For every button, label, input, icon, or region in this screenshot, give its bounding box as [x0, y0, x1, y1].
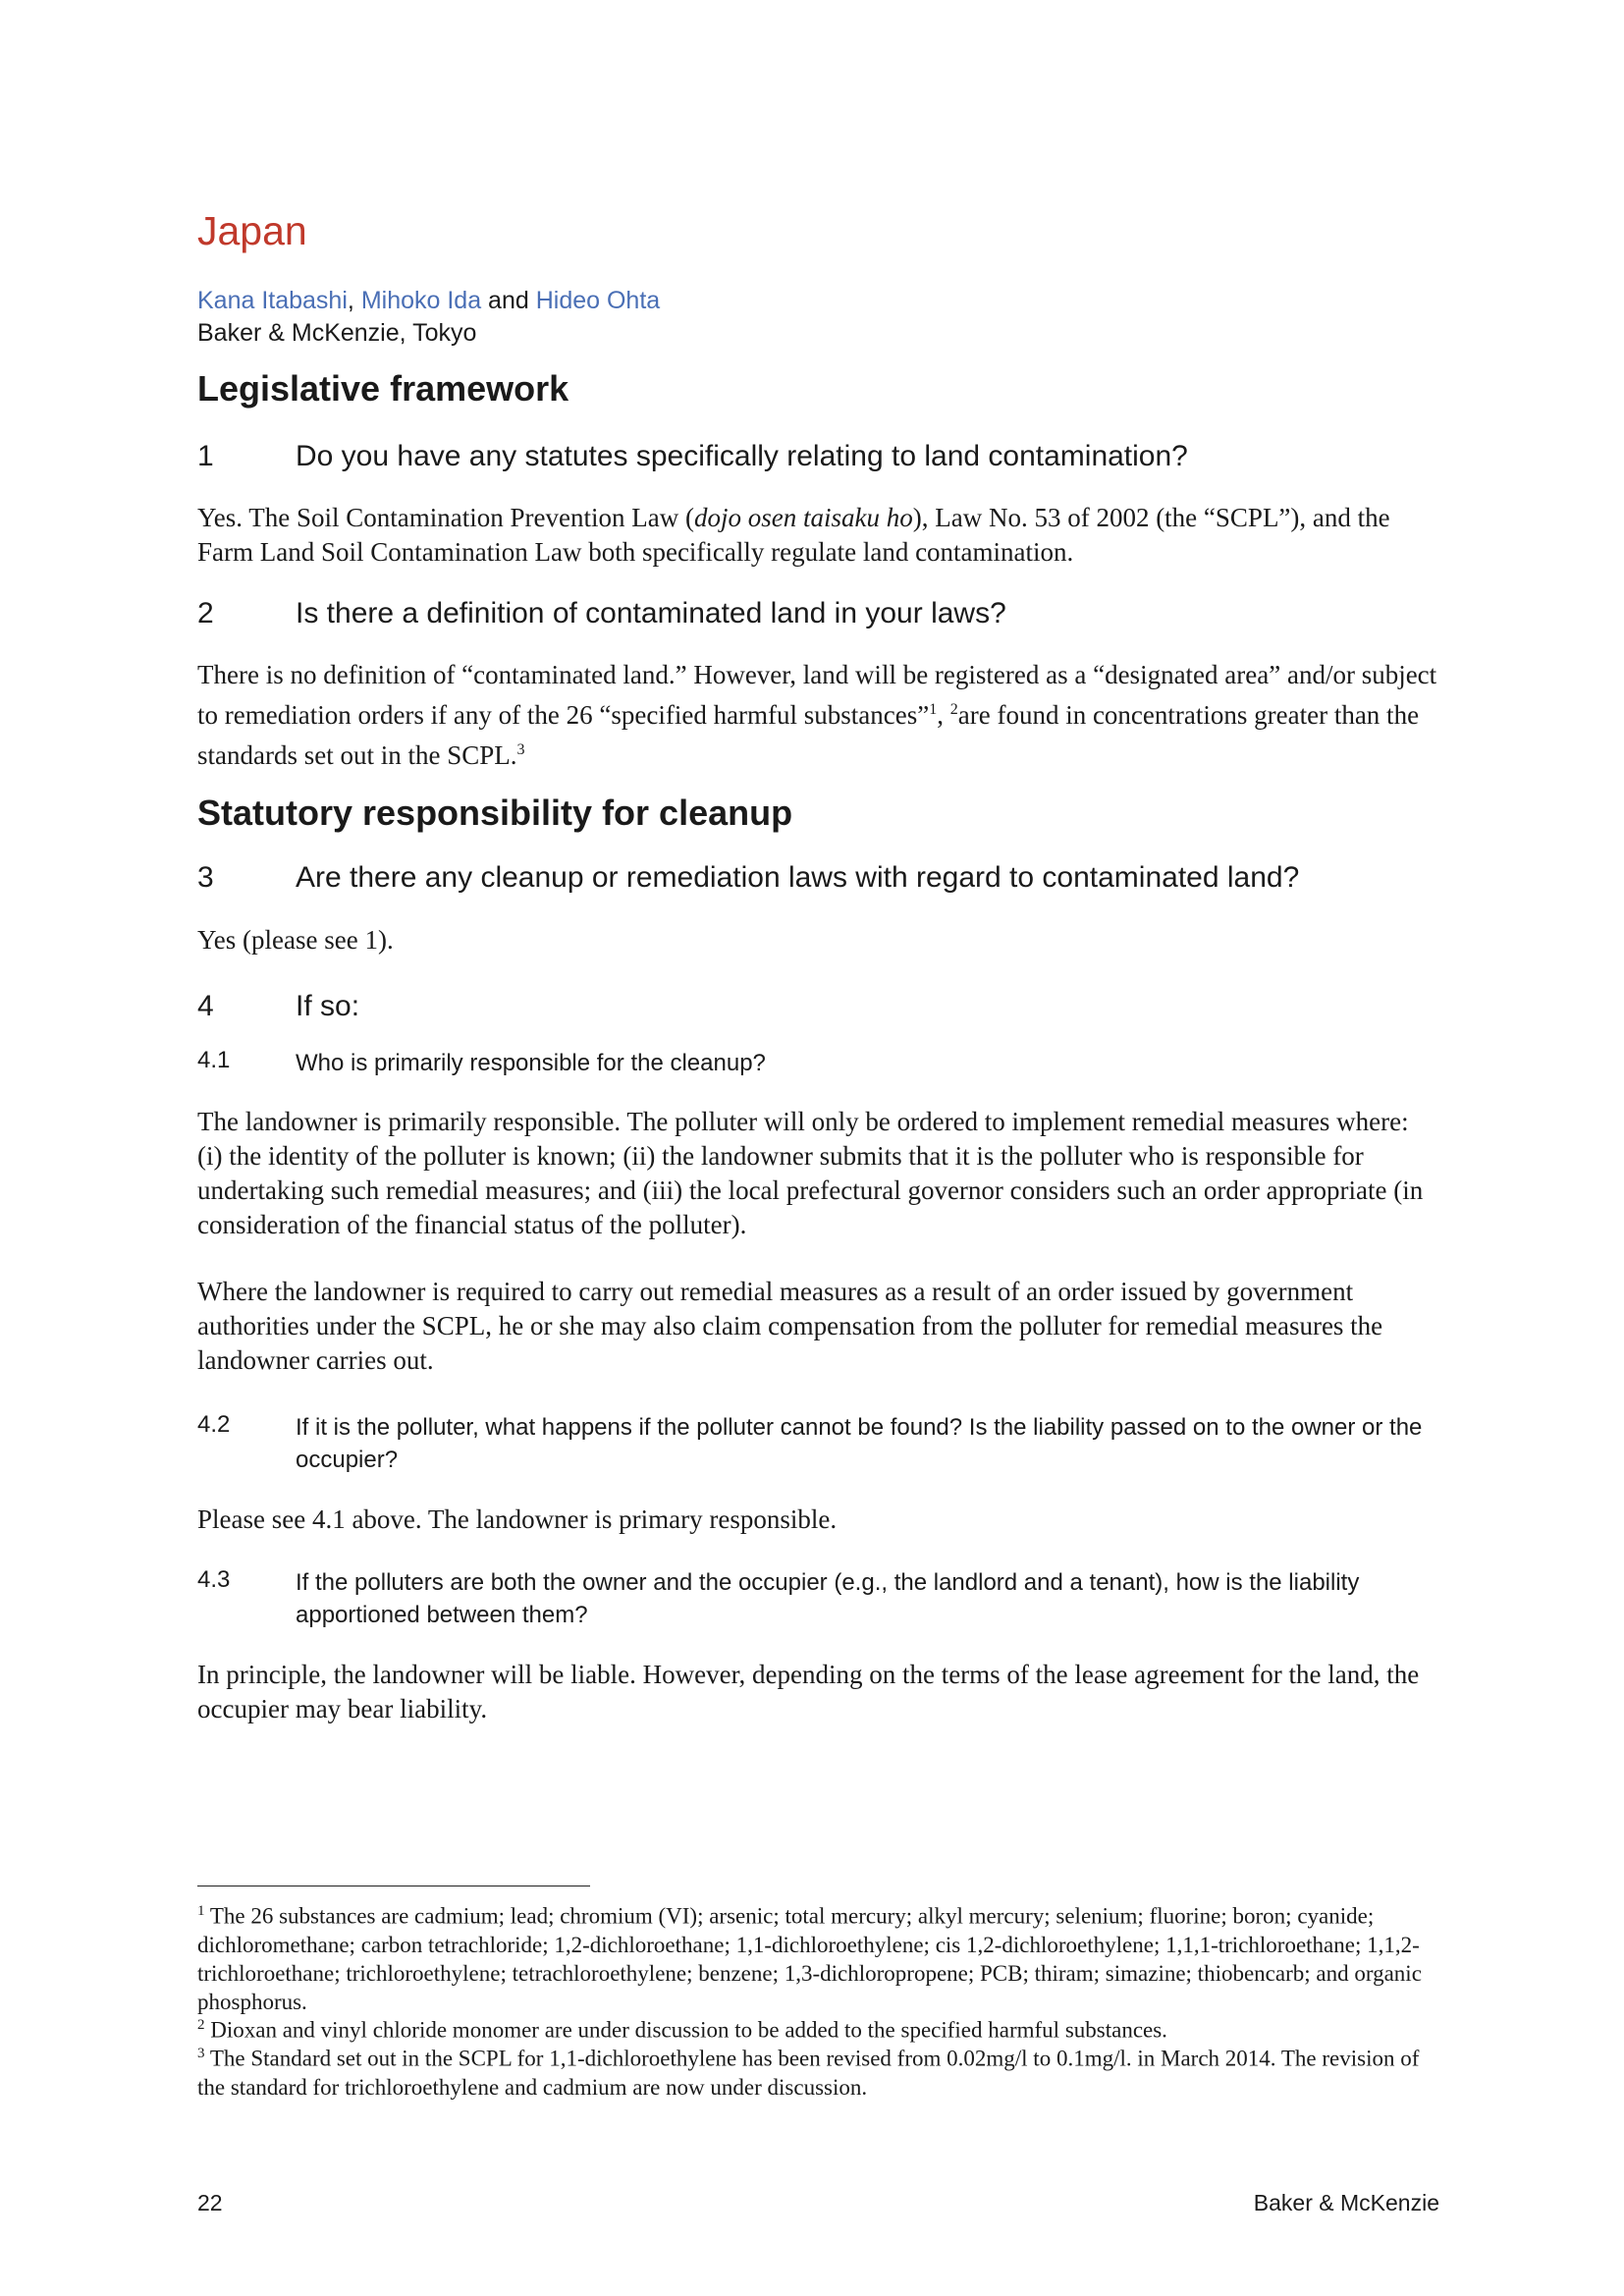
question-text: If the polluters are both the owner and the occupier (e.g., the landlord and a tenant), how is the liability apportioned between them? — [296, 1569, 1360, 1628]
answer-paragraph: Where the landowner is required to carry out remedial measures as a result of an order issued by government authorities under the SCPL, he or she may also claim compensation from the polluter for remedial measures the landowner carries out. — [197, 1277, 1383, 1375]
question-2 — [197, 597, 1006, 630]
question-text: Is there a definition of contaminated land in your laws? — [296, 597, 1006, 629]
answer-italic: dojo osen taisaku ho — [693, 503, 913, 532]
footnote-number: 3 — [197, 2046, 205, 2061]
footnote-ref[interactable]: 1 — [929, 701, 938, 718]
footnote-text: The Standard set out in the SCPL for 1,1-dichloroethylene has been revised from 0.02mg/l to 0.1mg/l. in March 2014. The revision of the standard for trichloroethylene and cadmium are now under discussion. — [197, 2046, 1420, 2100]
footnote-ref[interactable]: 3 — [516, 741, 525, 758]
page-title: Japan — [197, 208, 307, 253]
subquestion-4-2 — [197, 1411, 1439, 1476]
answer-paragraph: Yes (please see 1). — [197, 925, 394, 955]
question-number: 4.3 — [197, 1566, 231, 1593]
question-1 — [197, 440, 1188, 473]
question-number: 4.2 — [197, 1411, 231, 1438]
footer-publisher: Baker & McKenzie — [1253, 2190, 1439, 2215]
author-separator: and — [481, 287, 536, 314]
footnote-text: Dioxan and vinyl chloride monomer are under discussion to be added to the specified harmful substances. — [204, 2017, 1167, 2043]
firm-name: Baker & McKenzie, Tokyo — [197, 319, 477, 347]
question-number: 3 — [197, 861, 214, 894]
author-link[interactable]: Mihoko Ida — [360, 287, 482, 314]
answer-text: There is no definition of “contaminated land.” However, land will be registered as a “designated area” and/or subject to remediation orders if any of the 26 “specified harmful substances” — [197, 660, 1437, 730]
question-text: Are there any cleanup or remediation laws with regard to contaminated land? — [296, 861, 1300, 894]
footnote-number: 2 — [197, 2017, 205, 2033]
answer-text: ), Law No. 53 of 2002 (the “SCPL”), and the Farm Land Soil Contamination Law both specifically regulate land contamination. — [197, 503, 1390, 567]
answer-paragraph: In principle, the landowner will be liable. However, depending on the terms of the lease agreement for the land, the occupier may bear liability. — [197, 1660, 1420, 1723]
answer-paragraph: The landowner is primarily responsible. The polluter will only be ordered to implement remedial measures where: (i) the identity of the polluter is known; (ii) the landowner submits that it is the polluter who is responsible for undertaking such remedial measures; and (iii) the local prefectural governor considers such an order appropriate (in consideration of the financial status of the polluter). — [197, 1107, 1424, 1239]
footnote-text: The 26 substances are cadmium; lead; chromium (VI); arsenic; total mercury; alkyl mercury; selenium; fluorine; boron; cyanide; dichloromethane; carbon tetrachloride; 1,2-dichloroethane; 1,1-dichloroethylene; cis 1,2-dichloroethylene; 1,1,1-trichloroethane; 1,1,2-trichloroethane; trichloroethylene; tetrachloroethylene; benzene; 1,3-dichloropropene; PCB; thiram; simazine; thiobencarb; and organic phosphorus. — [197, 1903, 1422, 2014]
answer-paragraph — [197, 501, 1439, 570]
footnote-ref[interactable]: 2 — [949, 701, 958, 718]
subquestion-4-3 — [197, 1566, 1439, 1631]
question-text: Who is primarily responsible for the cleanup? — [296, 1050, 766, 1076]
question-number: 4.1 — [197, 1047, 231, 1073]
answer-paragraph — [197, 658, 1439, 773]
footnote-number: 1 — [197, 1903, 205, 1919]
question-number: 2 — [197, 597, 214, 629]
section-heading: Legislative framework — [197, 368, 569, 409]
footnote-1 — [197, 1897, 1439, 2016]
footnote-3 — [197, 2040, 1439, 2102]
author-link[interactable]: Kana Itabashi — [197, 287, 348, 314]
answer-text: are found in concentrations greater than the standards set out in the SCPL. — [197, 700, 1420, 770]
answer-paragraph: Please see 4.1 above. The landowner is primary responsible. — [197, 1504, 838, 1534]
question-3 — [197, 861, 1299, 895]
question-number: 1 — [197, 440, 214, 472]
question-4 — [197, 990, 359, 1023]
author-link[interactable]: Hideo Ohta — [535, 287, 661, 314]
question-text: If so: — [296, 990, 360, 1022]
author-separator: , — [347, 287, 361, 314]
authors-line — [197, 287, 660, 315]
answer-text: , — [937, 700, 950, 730]
page-number: 22 — [197, 2190, 223, 2215]
subquestion-4-1 — [197, 1047, 1439, 1079]
question-text: Do you have any statutes specifically relating to land contamination? — [296, 440, 1188, 472]
answer-text: Yes. The Soil Contamination Prevention Law ( — [197, 503, 694, 532]
question-text: If it is the polluter, what happens if the polluter cannot be found? Is the liability passed on to the owner or the occupier? — [296, 1414, 1423, 1473]
question-number: 4 — [197, 990, 214, 1022]
section-heading: Statutory responsibility for cleanup — [197, 793, 793, 833]
